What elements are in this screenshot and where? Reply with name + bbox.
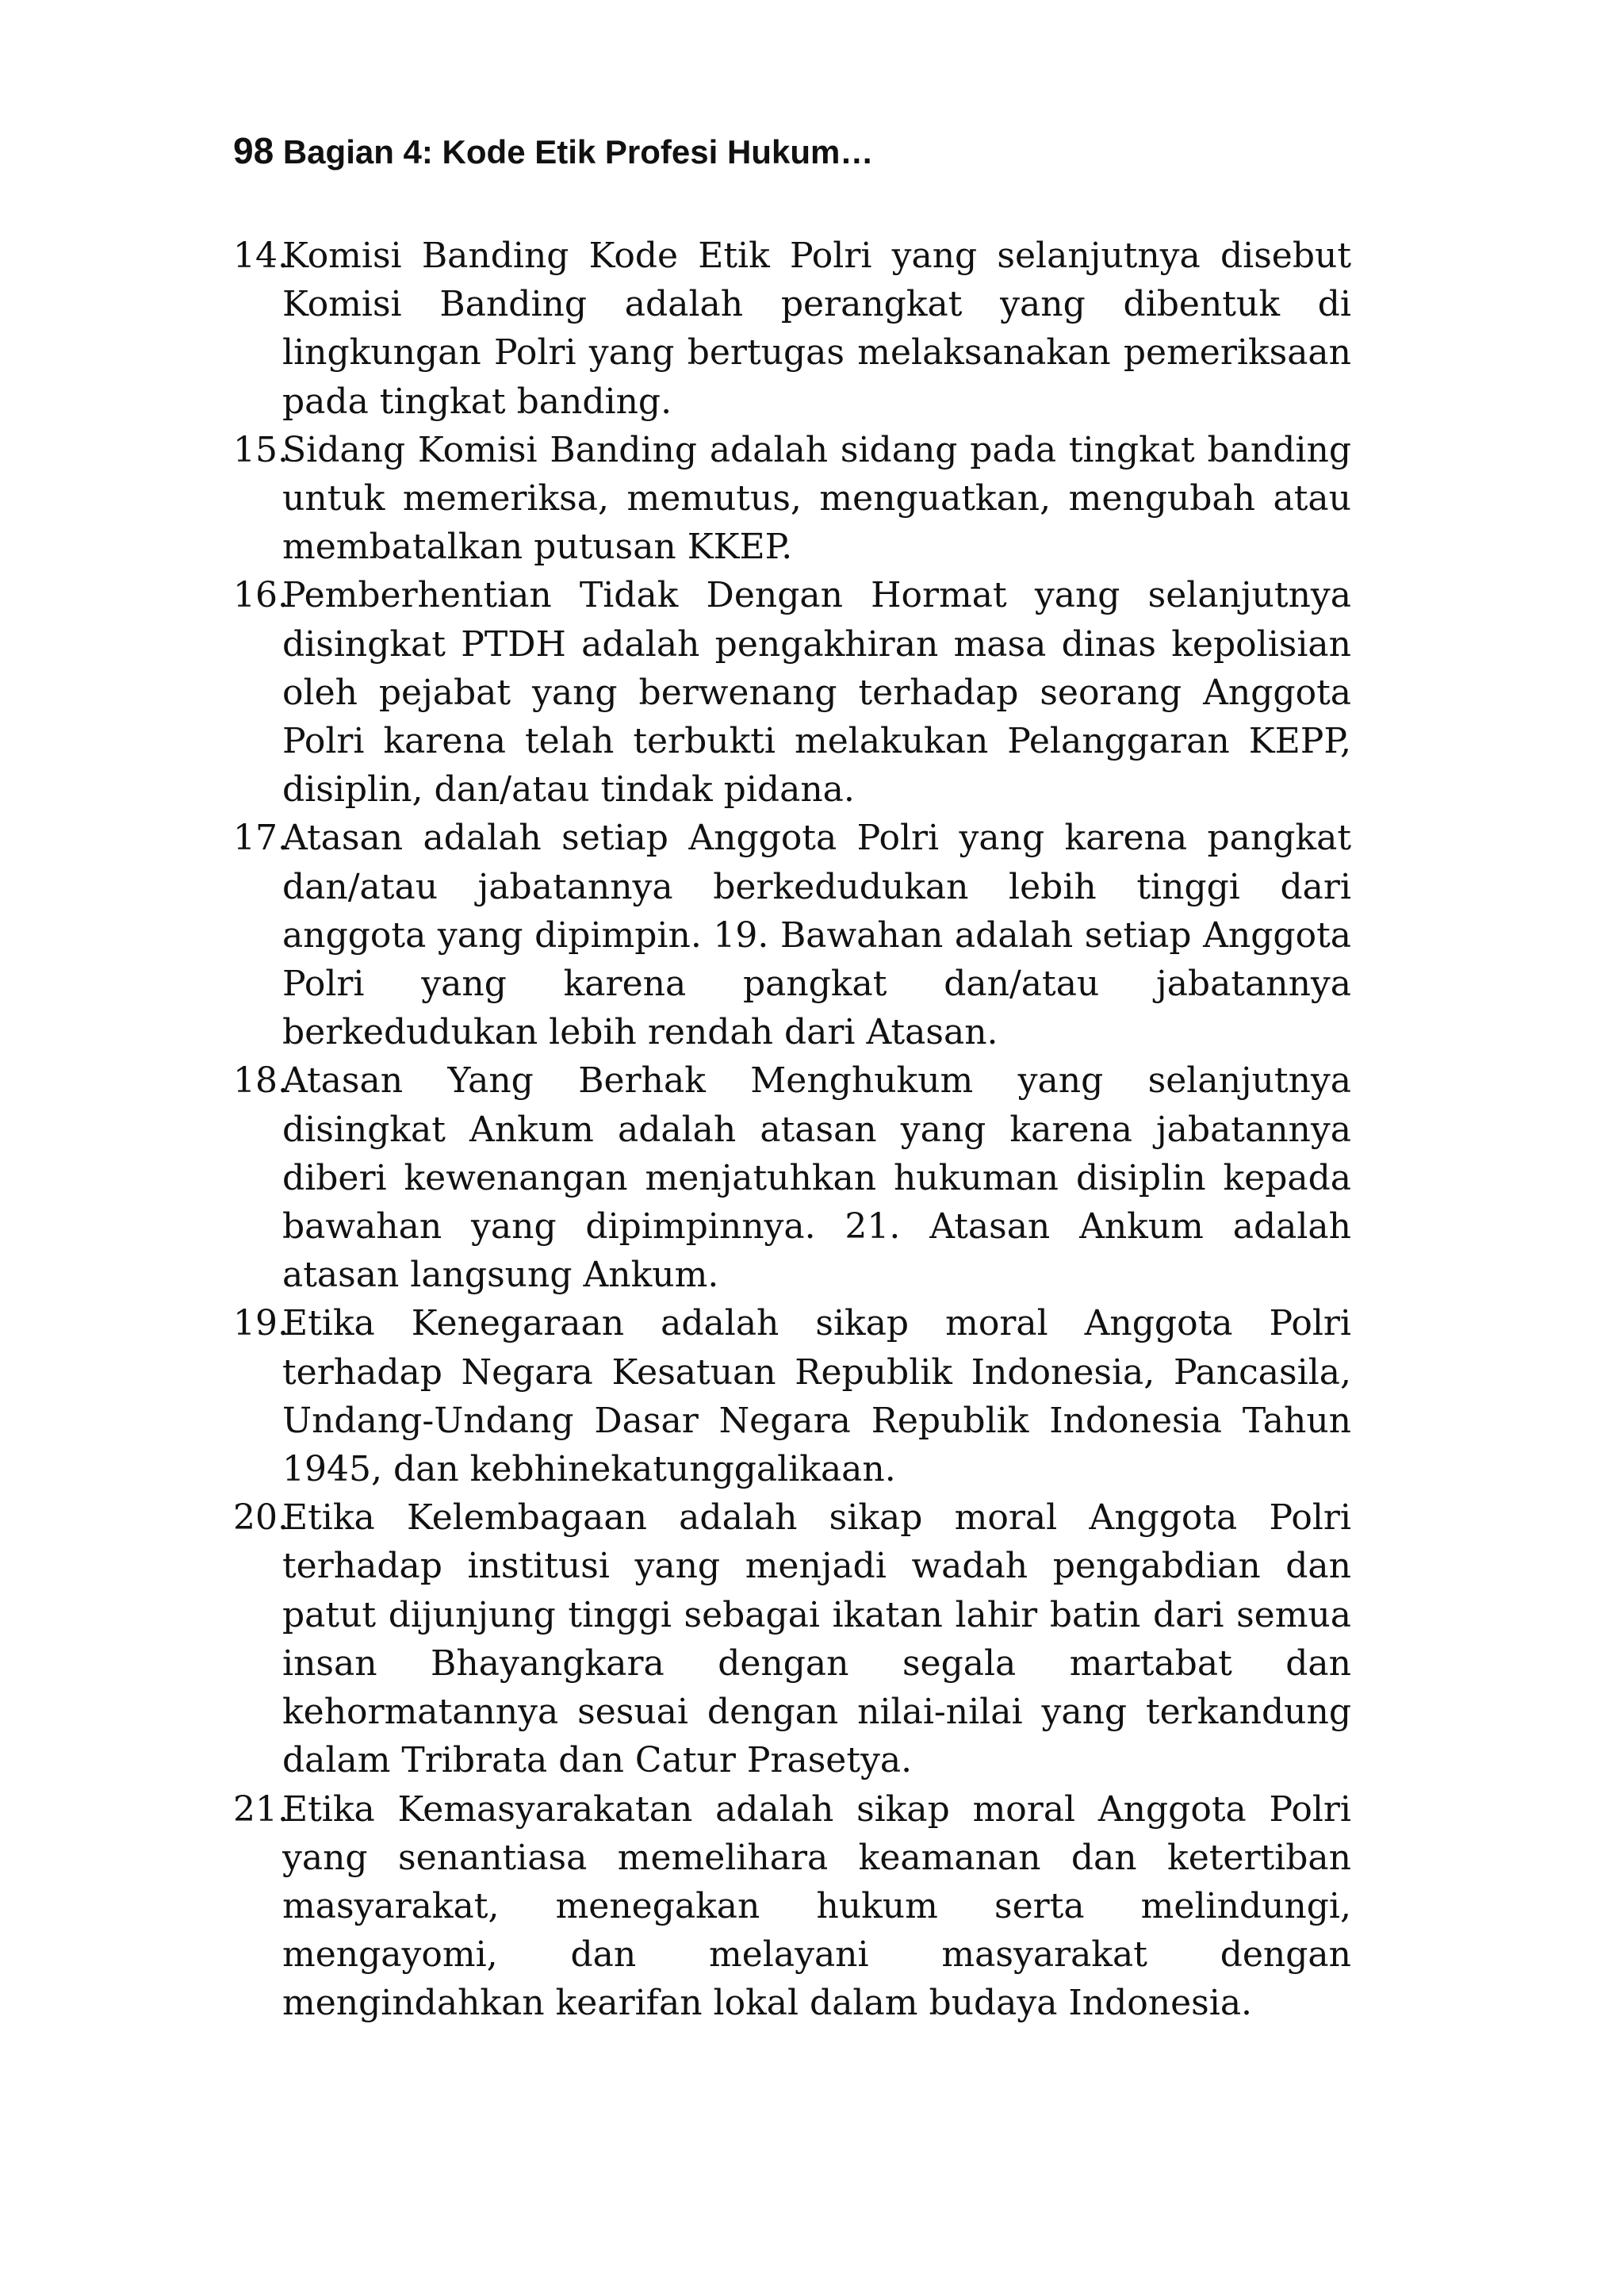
item-text: Sidang Komisi Banding adalah sidang pada tingkat banding untuk memeriksa, memutus, menguatkan, mengubah atau membatalkan putusan KKEP.: [282, 429, 1351, 568]
list-item: [233, 1493, 1351, 1784]
item-number: 15.: [233, 429, 289, 470]
list-item: [233, 1785, 1351, 2028]
item-number: 18.: [233, 1060, 289, 1102]
list-item: [233, 426, 1351, 572]
page-number: 98: [233, 130, 274, 171]
list-item: [233, 232, 1351, 426]
item-text: Etika Kenegaraan adalah sikap moral Anggota Polri terhadap Negara Kesatuan Republik Indonesia, Pancasila, Undang-Undang Dasar Negara Republik Indonesia Tahun 1945, dan kebhinekatunggalikaan.: [282, 1303, 1351, 1490]
item-number: 14.: [233, 236, 289, 276]
item-text: Atasan Yang Berhak Menghukum yang selanjutnya disingkat Ankum adalah atasan yang karena jabatannya diberi kewenangan menjatuhkan hukuman disiplin kepada bawahan yang dipimpinnya. 21. Atasan Ankum adalah atasan langsung Ankum.: [282, 1060, 1351, 1296]
running-header: [233, 128, 873, 174]
item-number: 16.: [233, 575, 289, 616]
item-number: 21.: [233, 1788, 289, 1830]
list-item: [233, 571, 1351, 814]
item-text: Atasan adalah setiap Anggota Polri yang karena pangkat dan/atau jabatannya berkedudukan lebih tinggi dari anggota yang dipimpin. 19. Bawahan adalah setiap Anggota Polri yang karena pangkat dan/atau jabatannya berkedudukan lebih rendah dari Atasan.: [282, 818, 1351, 1053]
item-text: Etika Kelembagaan adalah sikap moral Anggota Polri terhadap institusi yang menjadi wadah pengabdian dan patut dijunjung tinggi sebagai ikatan lahir batin dari semua insan Bhayangkara dengan segala martabat dan kehormatannya sesuai dengan nilai-nilai yang terkandung dalam Tribrata dan Catur Prasetya.: [282, 1497, 1351, 1781]
header-title: Bagian 4: Kode Etik Profesi Hukum…: [282, 133, 874, 171]
item-text: Etika Kemasyarakatan adalah sikap moral Anggota Polri yang senantiasa memelihara keamanan dan ketertiban masyarakat, menegakan hukum serta melindungi, mengayomi, dan melayani masyarakat dengan mengindahkan kearifan lokal dalam budaya Indonesia.: [282, 1788, 1351, 2024]
item-number: 17.: [233, 818, 289, 859]
list-item: [233, 1056, 1351, 1299]
item-text: Komisi Banding Kode Etik Polri yang selanjutnya disebut Komisi Banding adalah perangkat yang dibentuk di lingkungan Polri yang bertugas melaksanakan pemeriksaan pada tingkat banding.: [282, 236, 1351, 422]
item-number: 19.: [233, 1303, 289, 1344]
definition-list: [233, 232, 1351, 2028]
list-item: [233, 814, 1351, 1056]
list-item: [233, 1299, 1351, 1493]
item-text: Pemberhentian Tidak Dengan Hormat yang selanjutnya disingkat PTDH adalah pengakhiran masa dinas kepolisian oleh pejabat yang berwenang terhadap seorang Anggota Polri karena telah terbukti melakukan Pelanggaran KEPP, disiplin, dan/atau tindak pidana.: [282, 575, 1351, 811]
item-number: 20.: [233, 1497, 289, 1539]
